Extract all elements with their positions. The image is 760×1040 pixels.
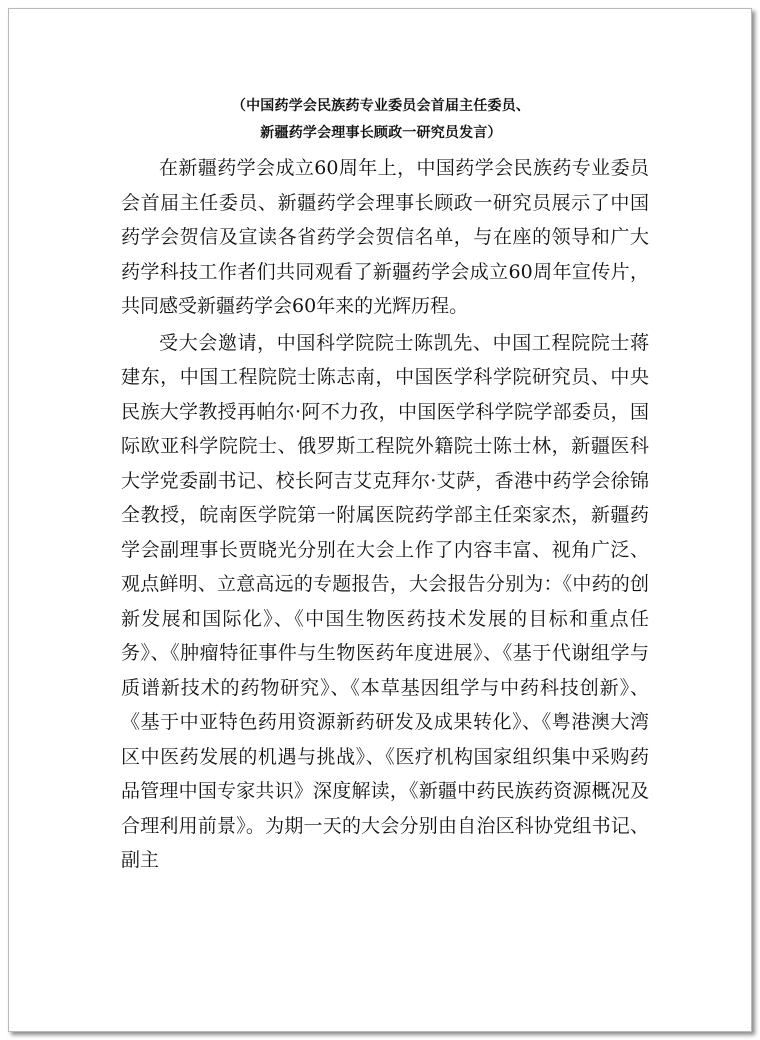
document-body — [121, 151, 649, 878]
document-page — [8, 8, 752, 1032]
photo-caption-line-1: （中国药学会民族药专业委员会首届主任委员、 — [231, 98, 531, 114]
paragraph-1: 在新疆药学会成立60周年上，中国药学会民族药专业委员会首届主任委员、新疆药学会理事长顾政一研究员展示了中国药学会贺信及宣读各省药学会贺信名单，与在座的领导和广大药学科技工作者们共同观看了新疆药学会成立60周年宣传片，共同感受新疆药学会60年来的光辉历程。 — [121, 157, 649, 317]
paragraph-2: 受大会邀请，中国科学院院士陈凯先、中国工程院院士蒋建东，中国工程院院士陈志南，中国医学科学院研究员、中央民族大学教授再帕尔·阿不力孜，中国医学科学院学部委员，国际欧亚科学院院士、俄罗斯工程院外籍院士陈士林，新疆医科大学党委副书记、校长阿吉艾克拜尔·艾萨，香港中药学会徐锦全教授，皖南医学院第一附属医院药学部主任栾家杰，新疆药学会副理事长贾晓光分别在大会上作了内容丰富、视角广泛、观点鲜明、立意高远的专题报告，大会报告分别为：《中药的创新发展和国际化》、《中国生物医药技术发展的目标和重点任务》、《肿瘤特征事件与生物医药年度进展》、《基于代谢组学与质谱新技术的药物研究》、《本草基因组学与中药科技创新》、《基于中亚特色药用资源新药研发及成果转化》、《粤港澳大湾区中医药发展的机遇与挑战》、《医疗机构国家组织集中采购药品管理中国专家共识》深度解读，《新疆中药民族药资源概况及合理利用前景》。为期一天的大会分别由自治区科协党组书记、副主 — [121, 331, 649, 871]
photo-caption-line-2: 新疆药学会理事长顾政一研究员发言） — [260, 125, 502, 141]
